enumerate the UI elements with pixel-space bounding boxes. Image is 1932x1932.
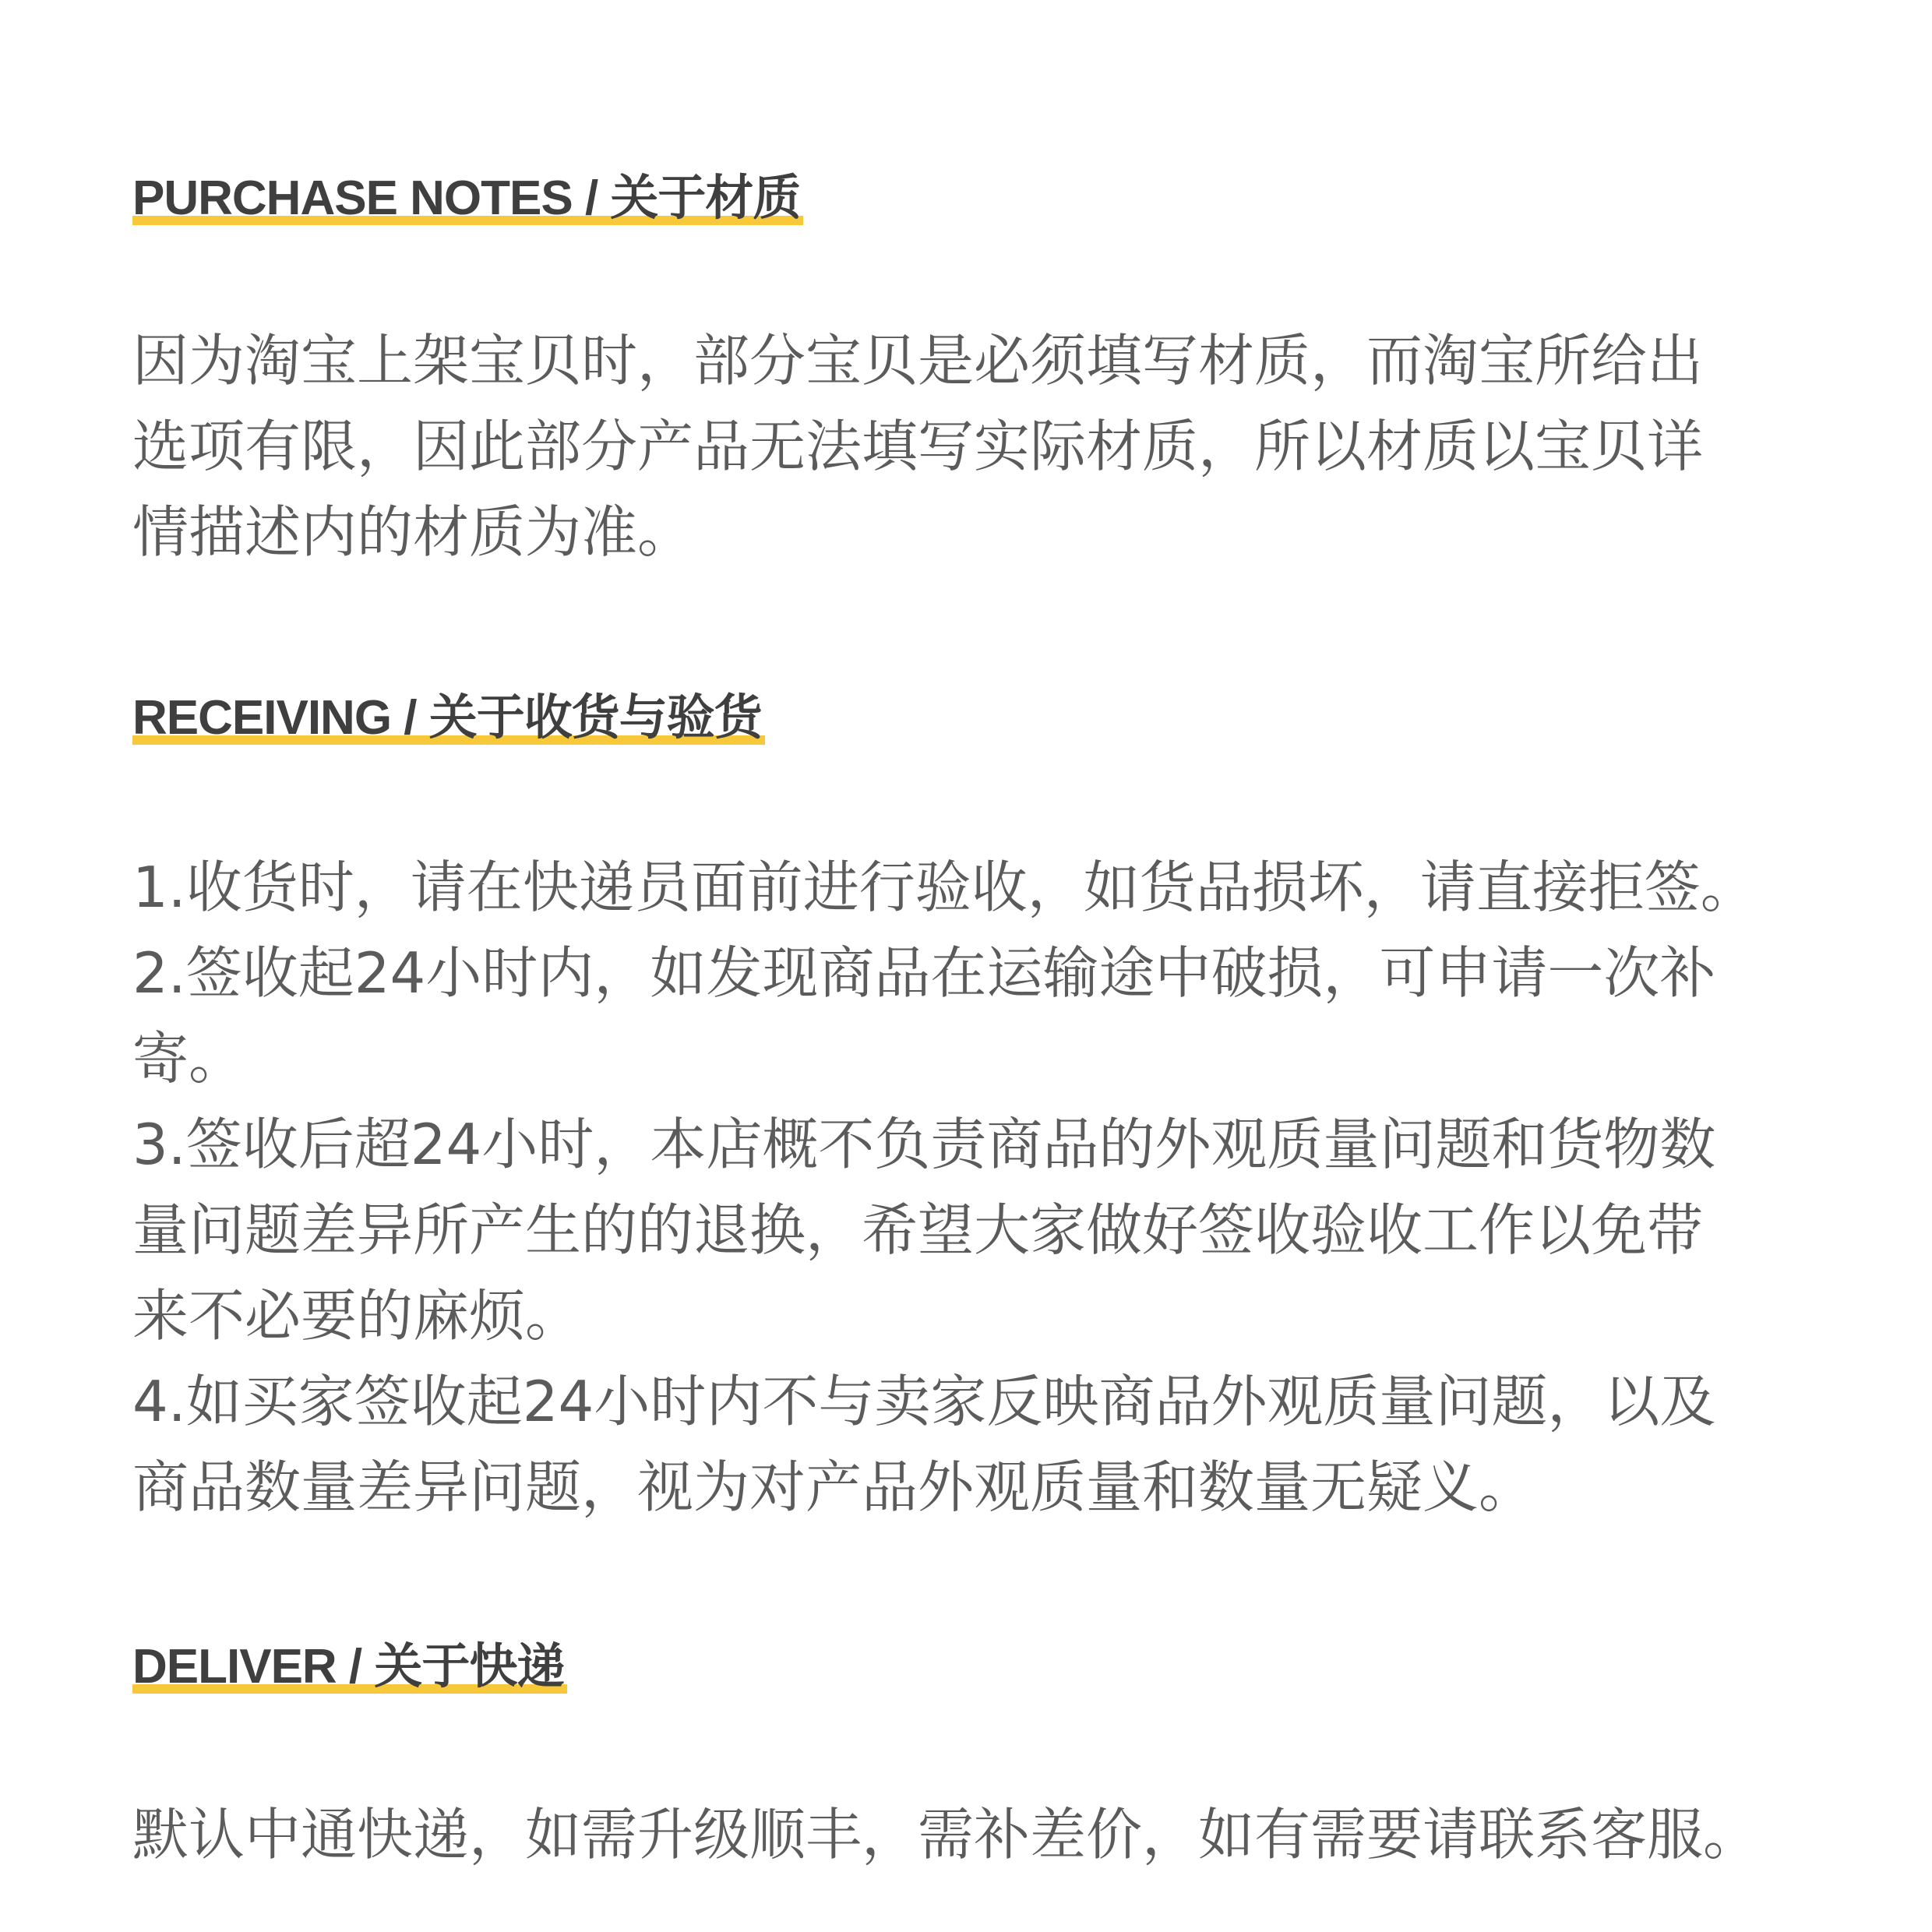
receiving-line: 1.收货时，请在快递员面前进行验收，如货品损坏，请直接拒签。 xyxy=(132,855,1757,920)
receiving-line: 2.签收起24小时内，如发现商品在运输途中破损，可申请一次补 xyxy=(132,940,1716,1006)
material-heading-text: PURCHASE NOTES / 关于材质 xyxy=(132,171,801,225)
receiving-section xyxy=(132,687,1846,1530)
receiving-line: 量问题差异所产生的的退换，希望大家做好签收验收工作以免带 xyxy=(132,1197,1704,1263)
receiving-line: 4.如买家签收起24小时内不与卖家反映商品外观质量问题，以及 xyxy=(132,1369,1716,1434)
receiving-line: 3.签收后超24小时，本店概不负责商品的外观质量问题和货物数 xyxy=(132,1112,1716,1177)
receiving-heading xyxy=(132,687,765,749)
receiving-line: 来不必要的麻烦。 xyxy=(132,1283,582,1349)
receiving-line: 商品数量差异问题，视为对产品外观质量和数量无疑义。 xyxy=(132,1454,1535,1520)
deliver-paragraph xyxy=(132,1792,1823,1877)
material-line: 选项有限，因此部分产品无法填写实际材质，所以材质以宝贝详 xyxy=(132,414,1704,479)
deliver-heading-text: DELIVER / 关于快递 xyxy=(132,1640,565,1694)
material-line: 因为淘宝上架宝贝时，部分宝贝是必须填写材质，而淘宝所给出 xyxy=(132,328,1704,393)
deliver-line: 默认中通快递，如需升级顺丰，需补差价，如有需要请联系客服。 xyxy=(132,1802,1760,1867)
material-heading xyxy=(132,167,803,230)
receiving-line: 寄。 xyxy=(132,1026,245,1091)
receiving-paragraph xyxy=(132,844,1823,1530)
material-section xyxy=(132,167,1846,575)
receiving-heading-text: RECEIVING / 关于收货与验货 xyxy=(132,691,762,745)
deliver-heading xyxy=(132,1636,567,1698)
deliver-section xyxy=(132,1636,1846,1877)
material-paragraph xyxy=(132,318,1823,575)
material-line: 情描述内的材质为准。 xyxy=(132,499,694,565)
